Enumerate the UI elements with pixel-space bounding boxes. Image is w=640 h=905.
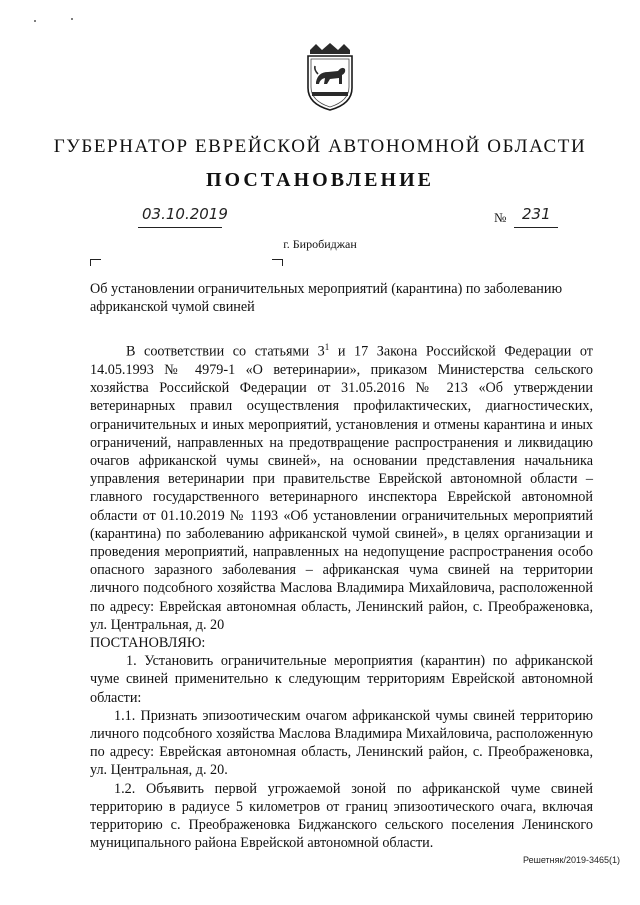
corner-mark-left	[90, 259, 101, 266]
number-field	[514, 205, 558, 228]
date-field	[138, 205, 228, 228]
corner-mark-right	[272, 259, 283, 266]
preamble-paragraph: В соответствии со статьями $3^1$ и 17 Закона Российской Федерации от 14.05.1993 № 4979-1 «О ветеринарии», приказом Министерства сельского хозяйства Российской Федерации от 31.05.2016 № 213 «Об утверждении ветеринарных правил осуществления профилактических, диагностических, ограничительных и иных мероприятий, установления и отмены карантина и иных ограничений, направленных на предотвращение распространения и ликвидацию очагов африканской чумы свиней», на основании представления начальника управления ветеринарии при правительстве Еврейской автономной области – главного государственного ветеринарного инспектора Еврейской автономной области от 01.10.2019 № 1193 «Об установлении ограничительных мероприятий (карантина) по заболеванию африканской чумой свиней», в целях организации и проведения мероприятий, направленных на недопущение распространения особо опасного заразного заболевания – африканская чума свиней на территории личного подсобного хозяйства Маслова Владимира Михайловича, расположенной по адресу: Еврейская автономная область, Ленинский район, с. Преображеновка, ул. Центральная, д. 20	[90, 342, 594, 633]
clause-1: 1. Установить ограничительные мероприятия (карантин) по африканской чуме свиней применительно к следующим территориям Еврейской автономной области:	[90, 653, 593, 706]
scan-speck	[71, 18, 73, 20]
clause-1-1: 1.1. Признать эпизоотическим очагом африканской чумы свиней территорию личного подсобного хозяйства Маслова Владимира Михайловича, расположенную по адресу: Еврейская автономная область, Ленинский район, с. Преображеновка, ул. Центральная, д. 20.	[90, 707, 593, 779]
city-line: г. Биробиджан	[283, 237, 357, 251]
decree-word: ПОСТАНОВЛЯЮ:	[90, 634, 206, 651]
clause-1-2: 1.2. Объявить первой угрожаемой зоной по африканской чуме свиней территорию в радиусе 5 километров от границ эпизоотического очага, включая территорию с. Преображеновка Биджанского сельского поселения Ленинского муниципального района Еврейской автономной области.	[90, 780, 593, 852]
date-value: 03.10.2019	[142, 205, 228, 223]
superscript: 1	[324, 342, 330, 352]
document-subject: Об установлении ограничительных мероприятий (карантина) по заболеванию африканской чумой свиней	[90, 281, 563, 315]
issuer-title: ГУБЕРНАТОР ЕВРЕЙСКОЙ АВТОНОМНОЙ ОБЛАСТИ	[53, 136, 587, 157]
number-label: №	[494, 210, 507, 225]
number-value: 231	[522, 205, 551, 223]
coat-of-arms-tiger-icon	[300, 42, 360, 112]
coat-of-arms-emblem	[300, 42, 360, 112]
document-body	[90, 338, 593, 852]
registration-code: Решетняк/2019-3465(1)	[523, 855, 620, 865]
document-type: ПОСТАНОВЛЕНИЕ	[206, 169, 434, 191]
scan-speck	[34, 20, 36, 22]
